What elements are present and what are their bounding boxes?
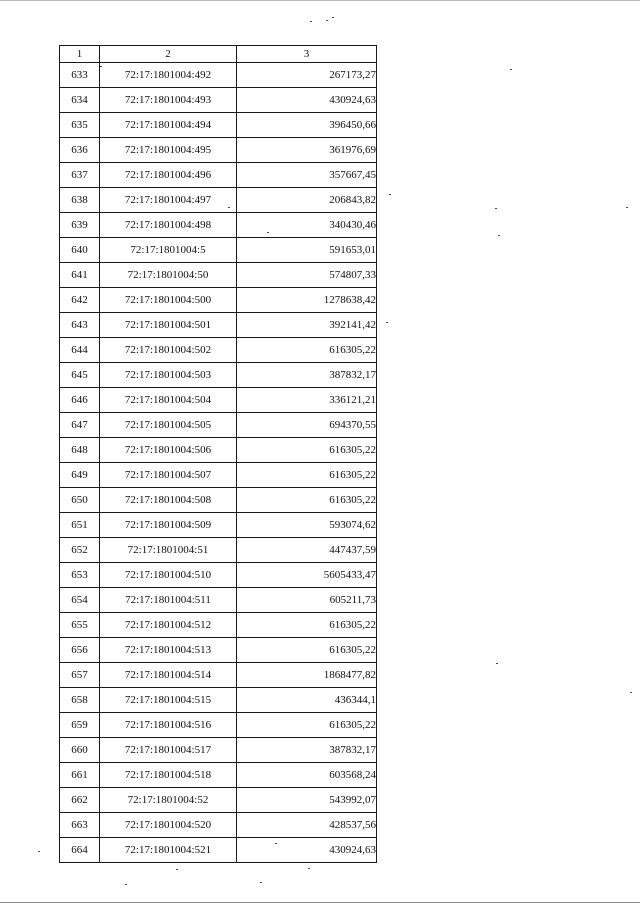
row-number-cell: 657 (60, 663, 100, 688)
cadastral-number-cell: 72:17:1801004:518 (100, 763, 237, 788)
scan-speck (260, 882, 262, 883)
table-row (60, 413, 377, 438)
scan-speck (308, 868, 310, 869)
scan-speck (386, 322, 388, 323)
row-number-cell: 648 (60, 438, 100, 463)
row-number-cell: 638 (60, 188, 100, 213)
table-body (60, 63, 377, 863)
row-number-cell: 650 (60, 488, 100, 513)
row-number-cell: 663 (60, 813, 100, 838)
value-cell: 1278638,42 (237, 288, 377, 313)
cadastral-number-cell: 72:17:1801004:495 (100, 138, 237, 163)
scan-speck (510, 69, 512, 70)
cadastral-number-cell: 72:17:1801004:52 (100, 788, 237, 813)
value-cell: 430924,63 (237, 838, 377, 863)
value-cell: 357667,45 (237, 163, 377, 188)
scan-speck (626, 207, 628, 208)
cadastral-number-cell: 72:17:1801004:520 (100, 813, 237, 838)
cadastral-number-cell: 72:17:1801004:497 (100, 188, 237, 213)
row-number-cell: 661 (60, 763, 100, 788)
scan-speck (176, 869, 178, 870)
value-cell: 616305,22 (237, 613, 377, 638)
table-row (60, 438, 377, 463)
table-row (60, 238, 377, 263)
cadastral-value-table (59, 45, 377, 863)
cadastral-number-cell: 72:17:1801004:510 (100, 563, 237, 588)
scan-speck (332, 17, 334, 18)
cadastral-number-cell: 72:17:1801004:494 (100, 113, 237, 138)
cadastral-number-cell: 72:17:1801004:51 (100, 538, 237, 563)
value-cell: 616305,22 (237, 638, 377, 663)
table-row (60, 113, 377, 138)
table-row (60, 213, 377, 238)
scan-speck (326, 20, 328, 21)
value-cell: 336121,21 (237, 388, 377, 413)
table-row (60, 738, 377, 763)
table-row (60, 138, 377, 163)
cadastral-number-cell: 72:17:1801004:498 (100, 213, 237, 238)
value-cell: 396450,66 (237, 113, 377, 138)
table-row (60, 763, 377, 788)
value-cell: 447437,59 (237, 538, 377, 563)
table-row (60, 263, 377, 288)
cadastral-number-cell: 72:17:1801004:493 (100, 88, 237, 113)
cadastral-number-cell: 72:17:1801004:492 (100, 63, 237, 88)
value-cell: 361976,69 (237, 138, 377, 163)
cadastral-number-cell: 72:17:1801004:507 (100, 463, 237, 488)
row-number-cell: 637 (60, 163, 100, 188)
cadastral-number-cell: 72:17:1801004:505 (100, 413, 237, 438)
table-row (60, 163, 377, 188)
value-cell: 340430,46 (237, 213, 377, 238)
scan-speck (125, 884, 127, 885)
table-row (60, 613, 377, 638)
value-cell: 428537,56 (237, 813, 377, 838)
table-row (60, 563, 377, 588)
row-number-cell: 664 (60, 838, 100, 863)
table-row (60, 838, 377, 863)
column-header-1: 1 (60, 46, 100, 63)
scan-speck (100, 66, 102, 67)
value-cell: 436344,1 (237, 688, 377, 713)
value-cell: 543992,07 (237, 788, 377, 813)
scan-speck (267, 232, 269, 233)
scan-speck (496, 663, 498, 664)
scan-speck (495, 208, 497, 209)
value-cell: 387832,17 (237, 363, 377, 388)
row-number-cell: 651 (60, 513, 100, 538)
value-cell: 616305,22 (237, 338, 377, 363)
table-row (60, 513, 377, 538)
table-row (60, 538, 377, 563)
value-cell: 616305,22 (237, 463, 377, 488)
scan-speck (310, 21, 312, 22)
scan-speck (228, 207, 230, 208)
table-row (60, 638, 377, 663)
value-cell: 5605433,47 (237, 563, 377, 588)
table-row (60, 663, 377, 688)
table-row (60, 788, 377, 813)
cadastral-number-cell: 72:17:1801004:514 (100, 663, 237, 688)
value-cell: 1868477,82 (237, 663, 377, 688)
table-row (60, 488, 377, 513)
row-number-cell: 652 (60, 538, 100, 563)
table-row (60, 88, 377, 113)
value-cell: 603568,24 (237, 763, 377, 788)
cadastral-number-cell: 72:17:1801004:515 (100, 688, 237, 713)
value-cell: 694370,55 (237, 413, 377, 438)
row-number-cell: 640 (60, 238, 100, 263)
row-number-cell: 643 (60, 313, 100, 338)
scan-speck (389, 194, 391, 195)
scan-speck (38, 851, 40, 852)
row-number-cell: 646 (60, 388, 100, 413)
row-number-cell: 658 (60, 688, 100, 713)
scan-bottom-edge (0, 902, 640, 903)
value-cell: 605211,73 (237, 588, 377, 613)
row-number-cell: 641 (60, 263, 100, 288)
row-number-cell: 639 (60, 213, 100, 238)
row-number-cell: 662 (60, 788, 100, 813)
value-cell: 574807,33 (237, 263, 377, 288)
value-cell: 430924,63 (237, 88, 377, 113)
cadastral-number-cell: 72:17:1801004:516 (100, 713, 237, 738)
cadastral-number-cell: 72:17:1801004:513 (100, 638, 237, 663)
table-row (60, 288, 377, 313)
scan-speck (275, 843, 277, 844)
cadastral-number-cell: 72:17:1801004:500 (100, 288, 237, 313)
cadastral-number-cell: 72:17:1801004:50 (100, 263, 237, 288)
table-row (60, 588, 377, 613)
row-number-cell: 634 (60, 88, 100, 113)
cadastral-number-cell: 72:17:1801004:504 (100, 388, 237, 413)
table-row (60, 188, 377, 213)
value-cell: 591653,01 (237, 238, 377, 263)
table-row (60, 363, 377, 388)
row-number-cell: 635 (60, 113, 100, 138)
value-cell: 616305,22 (237, 488, 377, 513)
value-cell: 616305,22 (237, 438, 377, 463)
cadastral-number-cell: 72:17:1801004:502 (100, 338, 237, 363)
row-number-cell: 656 (60, 638, 100, 663)
row-number-cell: 653 (60, 563, 100, 588)
value-cell: 593074,62 (237, 513, 377, 538)
row-number-cell: 660 (60, 738, 100, 763)
cadastral-number-cell: 72:17:1801004:509 (100, 513, 237, 538)
scan-speck (630, 692, 632, 693)
table-row (60, 813, 377, 838)
value-cell: 206843,82 (237, 188, 377, 213)
table-row (60, 63, 377, 88)
scan-top-edge (0, 0, 640, 1)
row-number-cell: 636 (60, 138, 100, 163)
table-row (60, 338, 377, 363)
cadastral-number-cell: 72:17:1801004:512 (100, 613, 237, 638)
value-cell: 392141,42 (237, 313, 377, 338)
scan-speck (498, 235, 500, 236)
cadastral-number-cell: 72:17:1801004:496 (100, 163, 237, 188)
cadastral-number-cell: 72:17:1801004:508 (100, 488, 237, 513)
table-row (60, 713, 377, 738)
table-row (60, 313, 377, 338)
value-cell: 267173,27 (237, 63, 377, 88)
table-row (60, 463, 377, 488)
column-header-3: 3 (237, 46, 377, 63)
cadastral-number-cell: 72:17:1801004:511 (100, 588, 237, 613)
table-row (60, 388, 377, 413)
value-cell: 387832,17 (237, 738, 377, 763)
value-cell: 616305,22 (237, 713, 377, 738)
row-number-cell: 633 (60, 63, 100, 88)
cadastral-number-cell: 72:17:1801004:503 (100, 363, 237, 388)
column-header-2: 2 (100, 46, 237, 63)
row-number-cell: 642 (60, 288, 100, 313)
table-row (60, 688, 377, 713)
table-header (60, 46, 377, 63)
row-number-cell: 647 (60, 413, 100, 438)
row-number-cell: 655 (60, 613, 100, 638)
cadastral-number-cell: 72:17:1801004:501 (100, 313, 237, 338)
cadastral-number-cell: 72:17:1801004:506 (100, 438, 237, 463)
row-number-cell: 644 (60, 338, 100, 363)
cadastral-number-cell: 72:17:1801004:5 (100, 238, 237, 263)
row-number-cell: 654 (60, 588, 100, 613)
row-number-cell: 649 (60, 463, 100, 488)
cadastral-number-cell: 72:17:1801004:521 (100, 838, 237, 863)
cadastral-number-cell: 72:17:1801004:517 (100, 738, 237, 763)
row-number-cell: 659 (60, 713, 100, 738)
header-row (60, 46, 377, 63)
row-number-cell: 645 (60, 363, 100, 388)
